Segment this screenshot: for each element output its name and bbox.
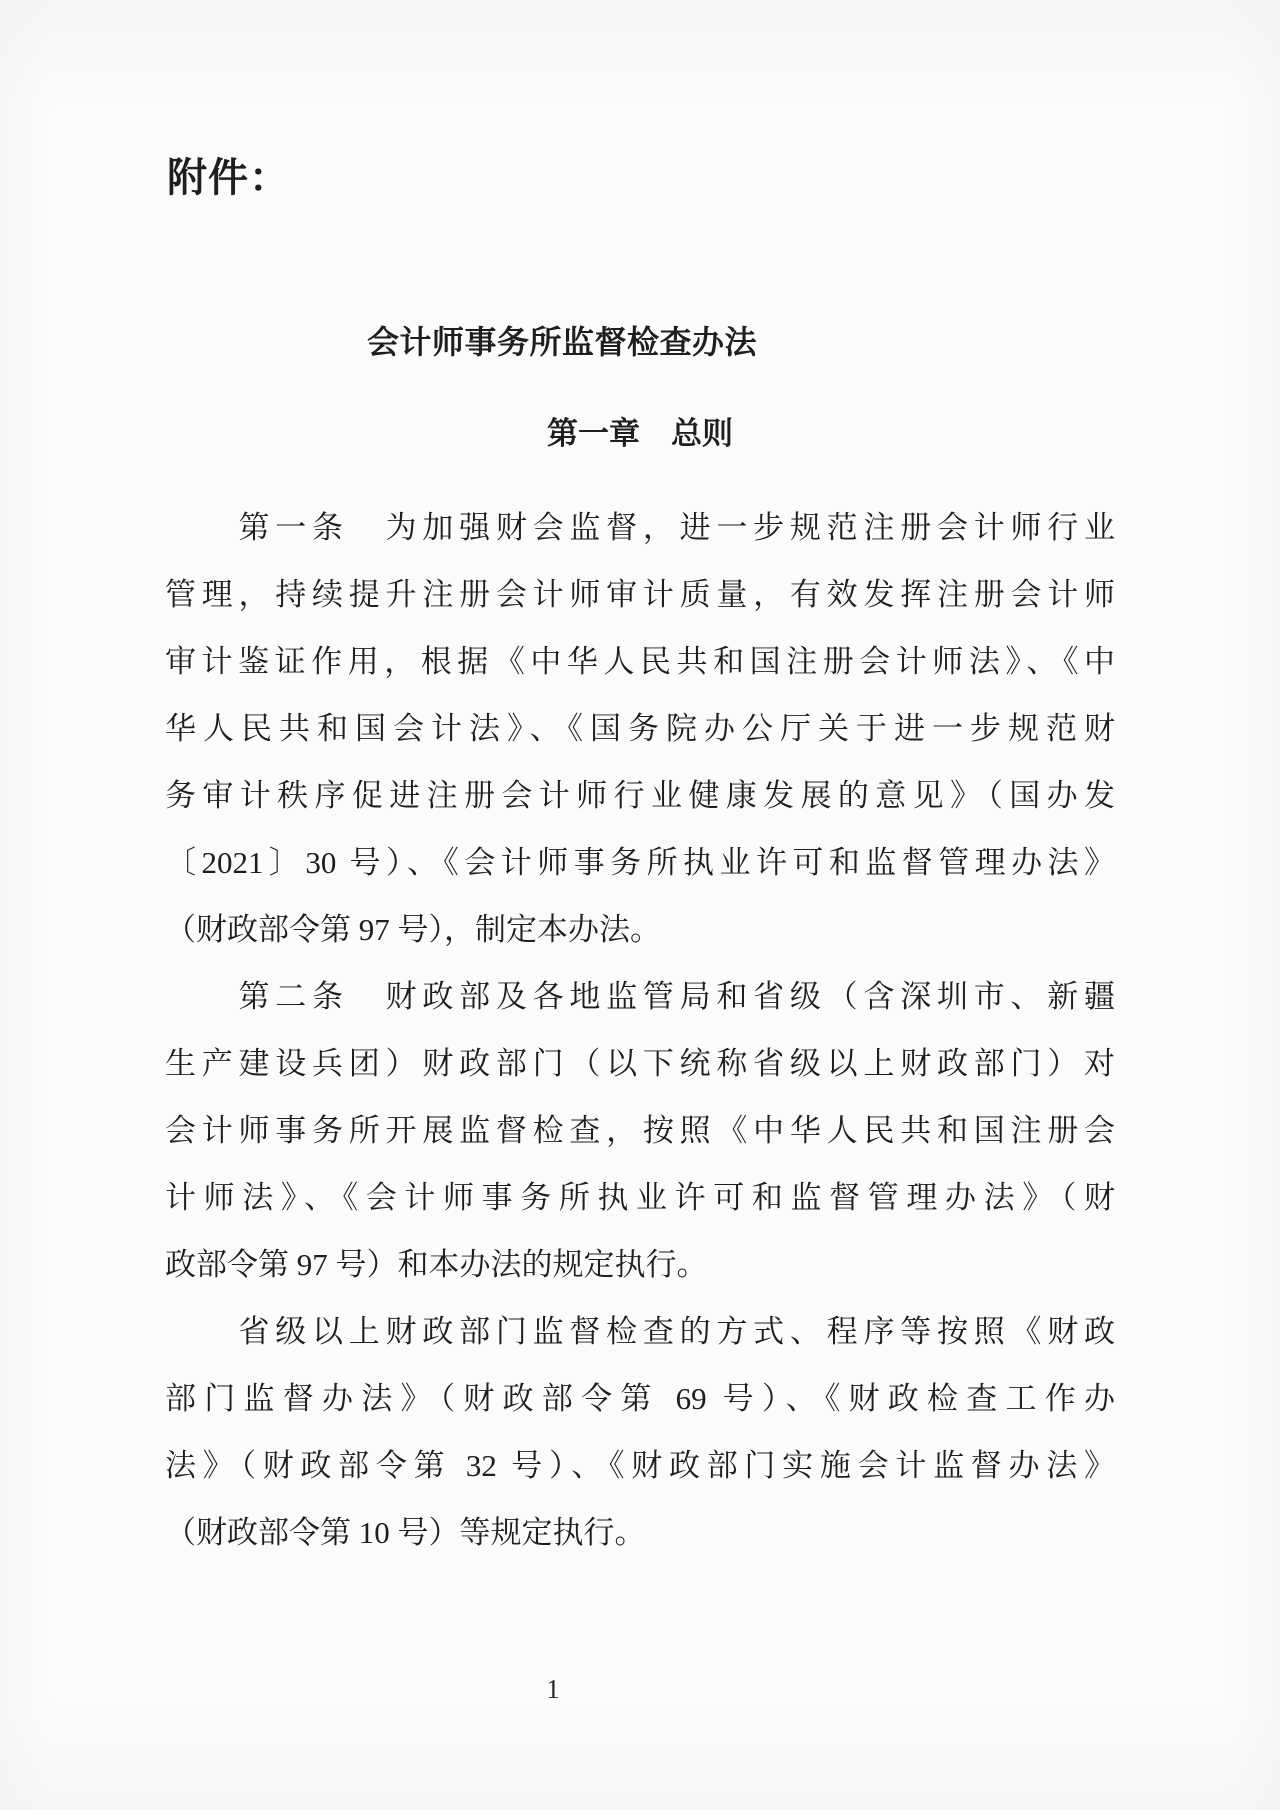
paragraph-article-1	[165, 494, 1115, 963]
body-line: （财政部令第 10 号）等规定执行。	[165, 1515, 646, 1550]
body-line: 部门监督办法》（财政部令第 69 号）、《财政检查工作办	[165, 1381, 1115, 1416]
body-line: 〔2021〕30 号）、《会计师事务所执业许可和监督管理办法》	[165, 845, 1115, 880]
paragraph-procedures	[165, 1298, 1115, 1566]
body-line: 计师法》、《会计师事务所执业许可和监督管理办法》（财	[165, 1180, 1115, 1215]
document-body	[165, 494, 1115, 1566]
document-title: 会计师事务所监督检查办法	[366, 324, 757, 360]
chapter-heading: 第一章 总则	[547, 416, 733, 451]
body-line: 法》（财政部令第 32 号）、《财政部门实施会计监督办法》	[165, 1448, 1115, 1483]
body-line: 华人民共和国会计法》、《国务院办公厅关于进一步规范财	[165, 711, 1115, 746]
body-line: 第一条 为加强财会监督，进一步规范注册会计师行业	[165, 510, 1115, 545]
body-line: 第二条 财政部及各地监管局和省级（含深圳市、新疆	[165, 979, 1115, 1014]
body-line: 会计师事务所开展监督检查，按照《中华人民共和国注册会	[165, 1113, 1115, 1148]
body-line: 省级以上财政部门监督检查的方式、程序等按照《财政	[165, 1314, 1115, 1349]
body-line: 审计鉴证作用，根据《中华人民共和国注册会计师法》、《中	[165, 644, 1115, 679]
body-line: 管理，持续提升注册会计师审计质量，有效发挥注册会计师	[165, 577, 1115, 612]
body-line: 政部令第 97 号）和本办法的规定执行。	[165, 1247, 708, 1282]
page-number: 1	[546, 1674, 560, 1704]
body-line: 务审计秩序促进注册会计师行业健康发展的意见》（国办发	[165, 778, 1115, 813]
paragraph-article-2	[165, 963, 1115, 1298]
body-line: 生产建设兵团）财政部门（以下统称省级以上财政部门）对	[165, 1046, 1115, 1081]
attachment-label: 附件：	[167, 156, 290, 200]
body-line: （财政部令第 97 号），制定本办法。	[165, 912, 661, 947]
